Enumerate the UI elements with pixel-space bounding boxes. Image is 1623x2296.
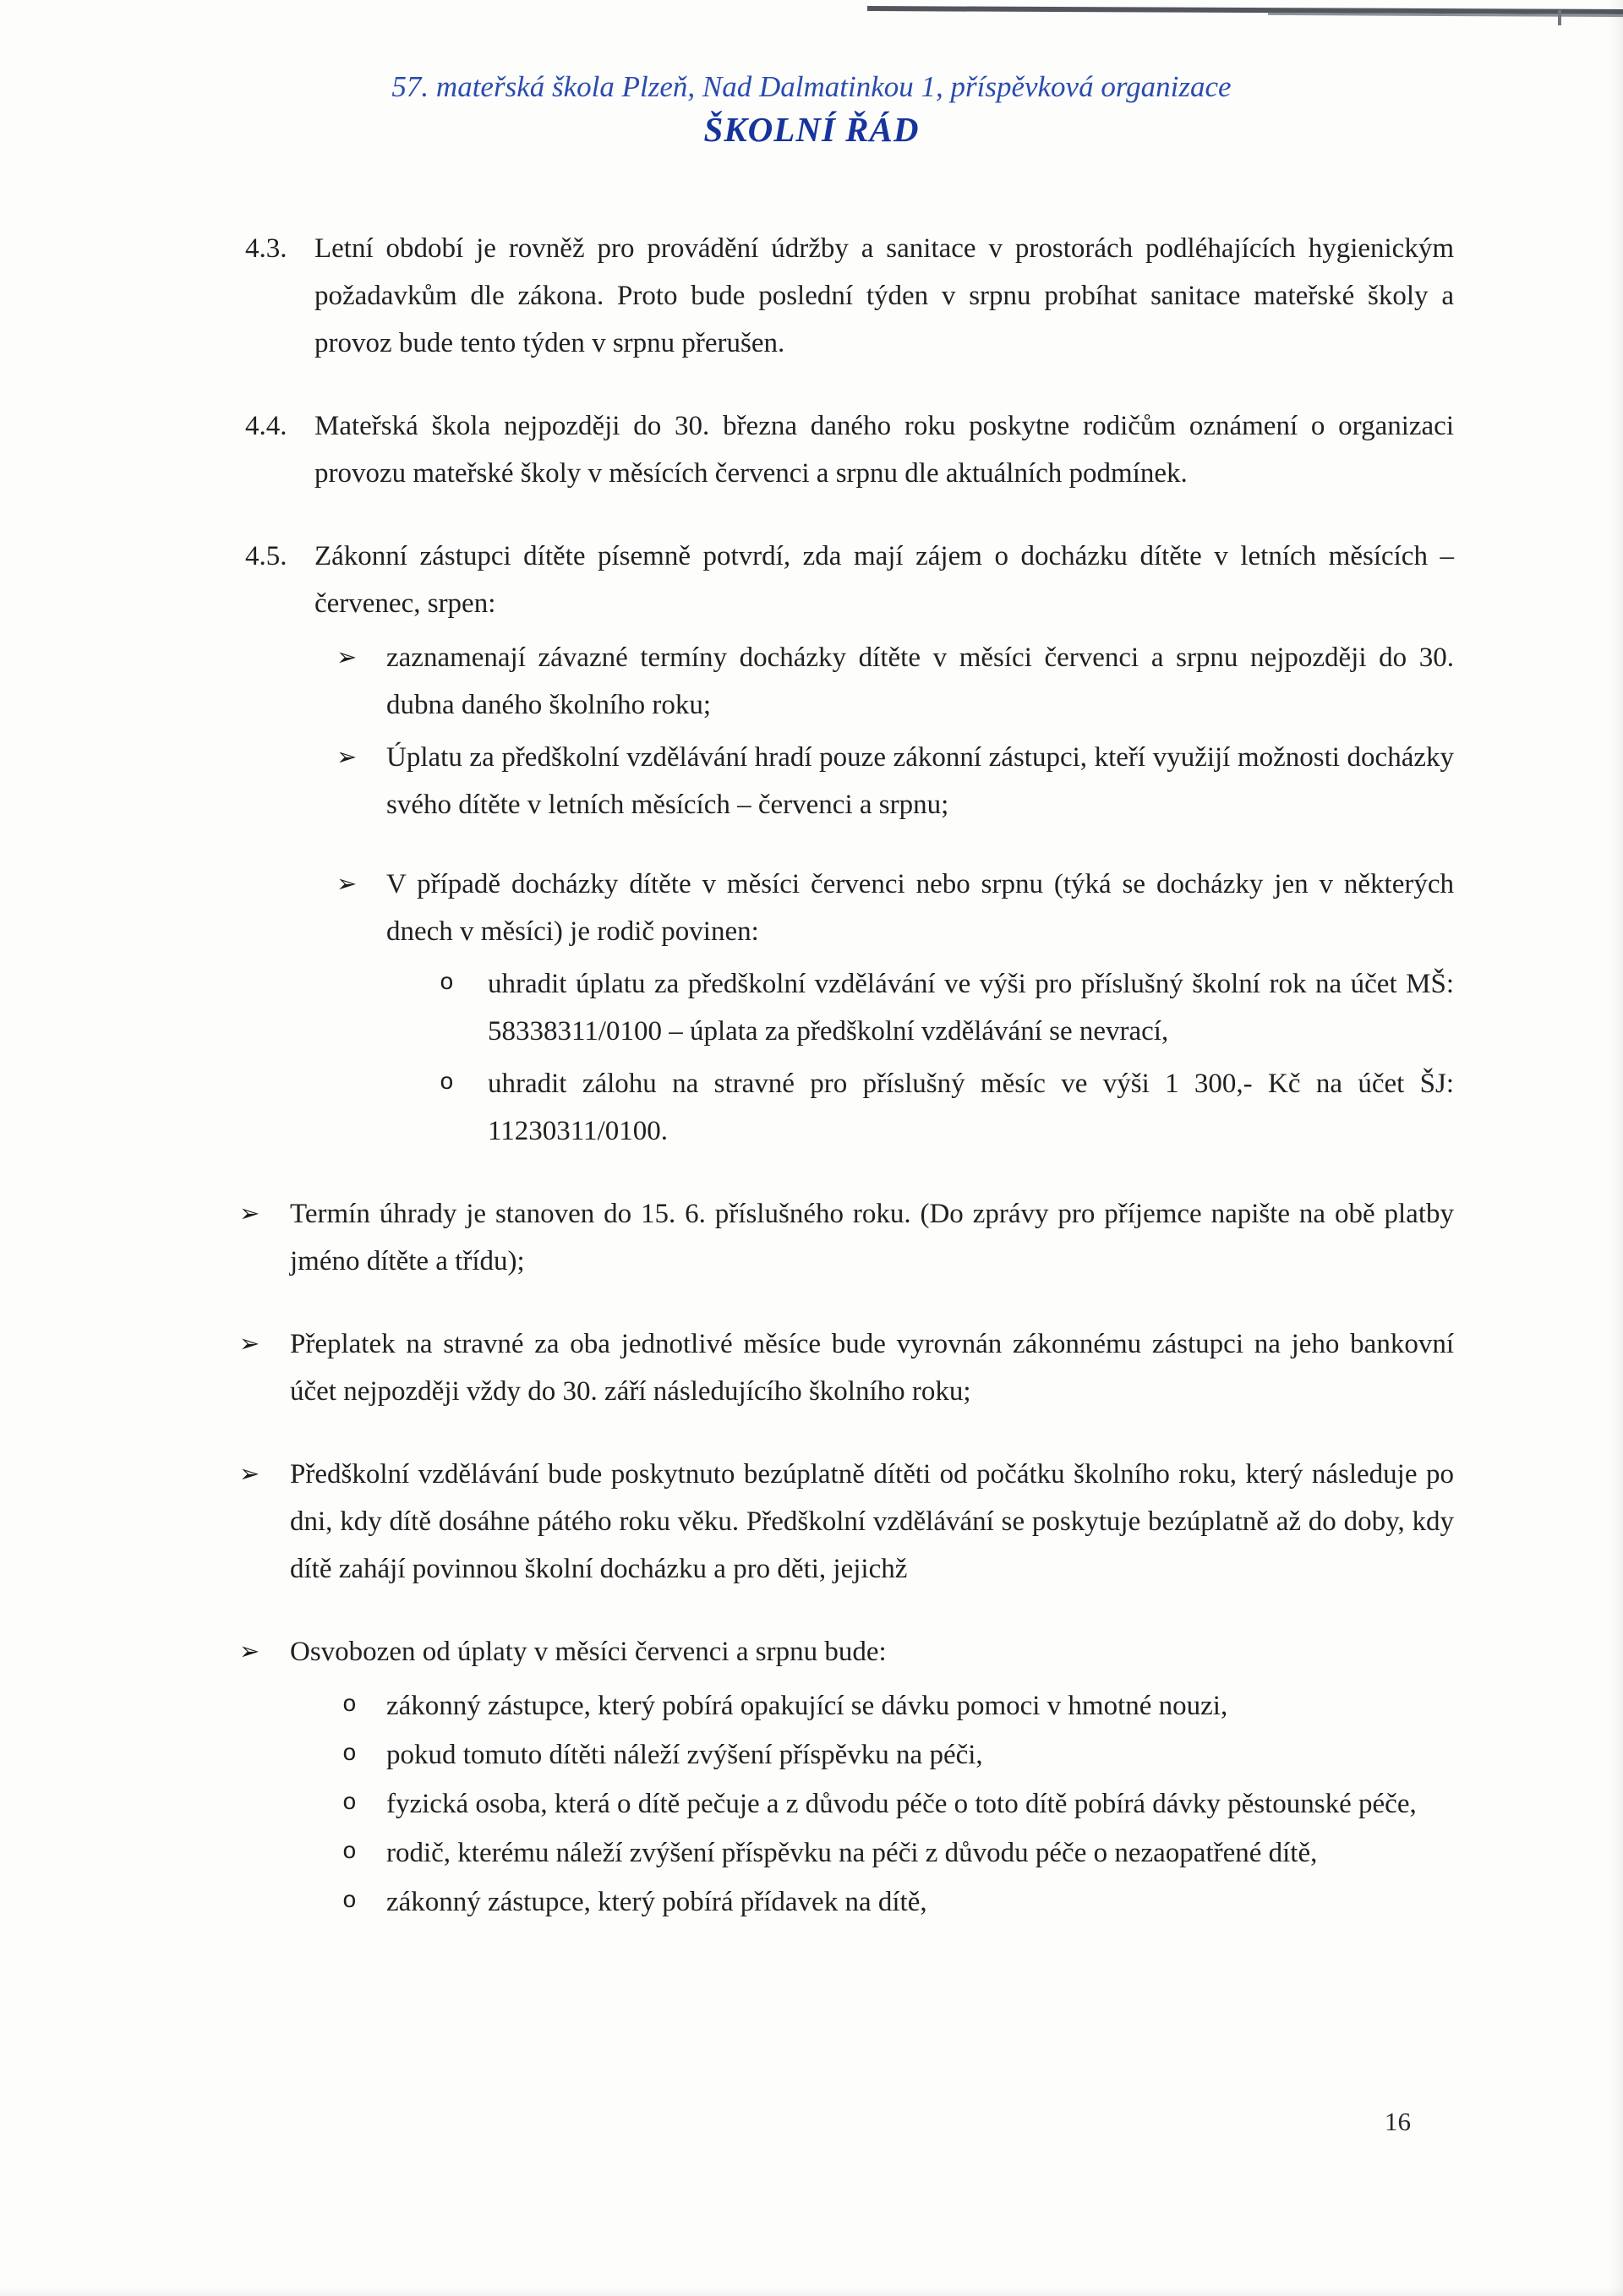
list-item-text: V případě docházky dítěte v měsíci červenci nebo srpnu (týká se docházky jen v některých dnech v měsíci) je rodič povinen: <box>386 869 1454 947</box>
list-item <box>239 1628 1454 1676</box>
list-item <box>342 1878 1454 1926</box>
scan-artifact-tick <box>1558 10 1561 25</box>
list-item <box>342 1780 1454 1828</box>
bullet-arrow-icon: ➢ <box>239 1200 260 1227</box>
list-item <box>440 1060 1454 1155</box>
list-item <box>336 861 1454 955</box>
bullet-circle-icon: o <box>342 1889 357 1915</box>
list-item-text: zaznamenají závazné termíny docházky dítěte v měsíci červenci a srpnu nejpozději do 30. dubna daného školního roku; <box>386 642 1454 720</box>
bullet-arrow-icon: ➢ <box>239 1638 260 1665</box>
bullet-circle-icon: o <box>342 1840 357 1866</box>
header-organization: 57. mateřská škola Plzeň, Nad Dalmatinkou 1, příspěvková organizace <box>391 70 1232 103</box>
list-item-text: Předškolní vzdělávání bude poskytnuto bezúplatně dítěti od počátku školního roku, který následuje po dni, kdy dítě dosáhne pátého roku věku. Předškolní vzdělávání se poskytuje bezúplatně až do doby, kdy dítě zahájí povinnou školní docházku a pro děti, jejichž <box>290 1459 1454 1584</box>
scan-edge-shadow <box>0 2288 1623 2296</box>
list-item <box>336 634 1454 729</box>
bullet-circle-icon: o <box>440 1070 454 1096</box>
bullet-circle-icon: o <box>342 1790 357 1817</box>
bullet-circle-icon: o <box>342 1692 357 1719</box>
section-4-4 <box>245 402 1454 497</box>
bullet-arrow-icon: ➢ <box>336 644 358 671</box>
list-item-text: Úplatu za předškolní vzdělávání hradí pouze zákonní zástupci, kteří využijí možnosti docházky svého dítěte v letních měsících – červenci a srpnu; <box>386 742 1454 820</box>
list-item-text: Osvobozen od úplaty v měsíci červenci a srpnu bude: <box>290 1637 887 1667</box>
section-number: 4.3. <box>245 233 287 264</box>
section-text: Mateřská škola nejpozději do 30. března daného roku poskytne rodičům oznámení o organizaci provozu mateřské školy v měsících červenci a srpnu dle aktuálních podmínek. <box>314 411 1454 489</box>
section-number: 4.5. <box>245 541 287 571</box>
page-number: 16 <box>1385 2107 1411 2136</box>
list-item <box>342 1682 1454 1730</box>
bullet-arrow-icon: ➢ <box>239 1331 260 1358</box>
list-item-text: uhradit úplatu za předškolní vzdělávání ve výši pro příslušný školní rok na účet MŠ: 58338311/0100 – úplata za předškolní vzdělávání se nevrací, <box>488 969 1454 1047</box>
list-item <box>336 734 1454 828</box>
list-item <box>239 1320 1454 1415</box>
bullet-arrow-icon: ➢ <box>239 1461 260 1488</box>
section-text: Letní období je rovněž pro provádění údržby a sanitace v prostorách podléhajících hygienickým požadavkům dle zákona. Proto bude poslední týden v srpnu probíhat sanitace mateřské školy a provoz bude tento týden v srpnu přerušen. <box>314 233 1454 358</box>
list-item <box>239 1190 1454 1285</box>
section-number: 4.4. <box>245 411 287 441</box>
bullet-arrow-icon: ➢ <box>336 744 358 771</box>
bullet-circle-icon: o <box>342 1741 357 1768</box>
list-item-text: pokud tomuto dítěti náleží zvýšení příspěvku na péči, <box>386 1740 983 1770</box>
list-item-text: uhradit zálohu na stravné pro příslušný měsíc ve výši 1 300,- Kč na účet ŠJ: 11230311/0100. <box>488 1069 1454 1146</box>
list-item <box>342 1731 1454 1779</box>
list-item-text: fyzická osoba, která o dítě pečuje a z důvodu péče o toto dítě pobírá dávky pěstounské péče, <box>386 1789 1417 1819</box>
list-item-text: Termín úhrady je stanoven do 15. 6. příslušného roku. (Do zprávy pro příjemce napište na obě platby jméno dítěte a třídu); <box>290 1199 1454 1276</box>
list-item <box>342 1829 1454 1877</box>
list-item-text: zákonný zástupce, který pobírá přídavek na dítě, <box>386 1887 927 1917</box>
section-4-5 <box>245 533 1454 627</box>
document-header <box>0 0 1623 150</box>
list-item-text: Přeplatek na stravné za oba jednotlivé měsíce bude vyrovnán zákonnému zástupci na jeho bankovní účet nejpozději vždy do 30. září následujícího školního roku; <box>290 1329 1454 1407</box>
list-item-text: zákonný zástupce, který pobírá opakující se dávku pomoci v hmotné nouzi, <box>386 1691 1228 1721</box>
list-item-text: rodič, kterému náleží zvýšení příspěvku na péči z důvodu péče o nezaopatřené dítě, <box>386 1838 1318 1868</box>
document-title: ŠKOLNÍ ŘÁD <box>703 110 920 149</box>
list-item <box>440 960 1454 1055</box>
section-text: Zákonní zástupci dítěte písemně potvrdí, zda mají zájem o docházku dítěte v letních měsících – červenec, srpen: <box>314 541 1454 619</box>
bullet-circle-icon: o <box>440 970 454 997</box>
section-4-3 <box>245 225 1454 367</box>
scan-edge-shadow <box>1609 0 1623 2296</box>
list-item <box>239 1451 1454 1593</box>
bullet-arrow-icon: ➢ <box>336 871 358 898</box>
